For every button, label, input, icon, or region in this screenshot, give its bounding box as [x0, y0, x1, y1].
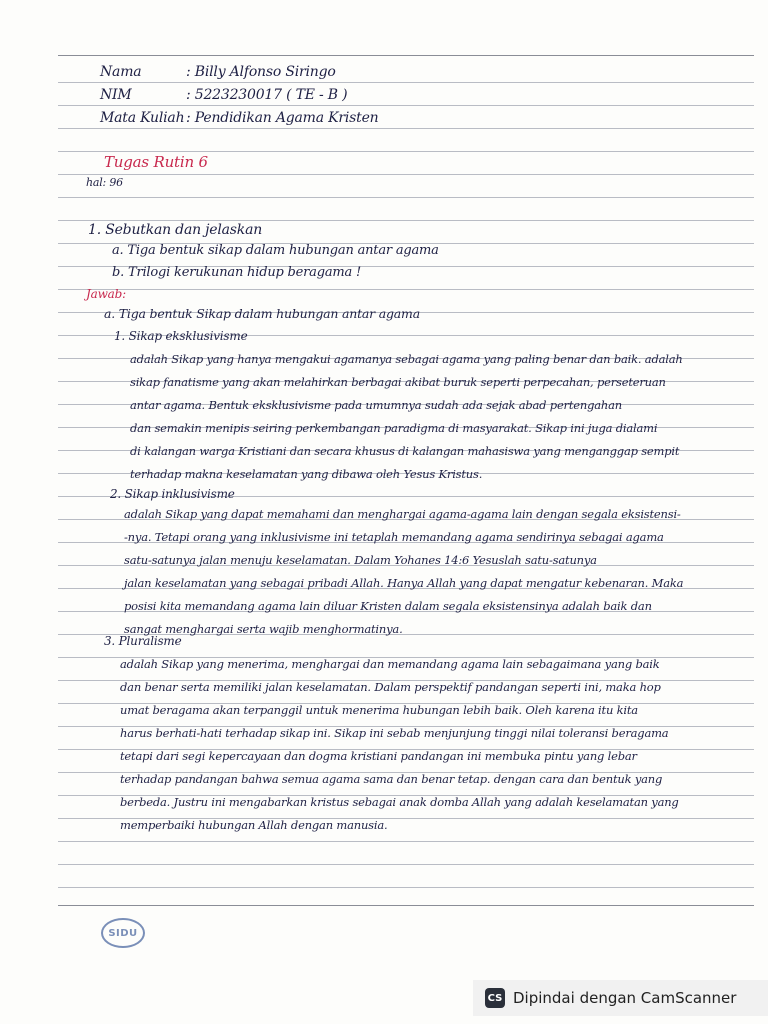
ruled-line — [58, 220, 754, 221]
ruled-line — [58, 864, 754, 865]
section-1-line: terhadap makna keselamatan yang dibawa oleh Yesus Kristus. — [130, 467, 483, 481]
notebook-brand-logo: SIDU — [101, 918, 145, 948]
page-reference: hal: 96 — [86, 176, 123, 189]
section-1-title: 1. Sikap eksklusivisme — [114, 329, 248, 343]
ruled-line — [58, 905, 754, 906]
camscanner-icon: CS — [485, 988, 505, 1008]
section-1-line: sikap fanatisme yang akan melahirkan berbagai akibat buruk seperti perpecahan, perseteruan — [130, 375, 666, 389]
section-1-line: di kalangan warga Kristiani dan secara khusus di kalangan mahasiswa yang menganggap sempit — [130, 444, 680, 458]
nim-label: NIM — [100, 87, 132, 103]
section-2-title: 2. Sikap inklusivisme — [110, 487, 235, 501]
ruled-line — [58, 128, 754, 129]
ruled-line — [58, 841, 754, 842]
ruled-line — [58, 197, 754, 198]
nama-label: Nama — [100, 64, 142, 80]
question-heading: 1. Sebutkan dan jelaskan — [88, 222, 263, 238]
answer-a-heading: a. Tiga bentuk Sikap dalam hubungan antar agama — [104, 306, 420, 321]
section-3-line: berbeda. Justru ini mengabarkan kristus sebagai anak domba Allah yang adalah keselamatan yang — [120, 795, 679, 809]
section-2-line: -nya. Tetapi orang yang inklusivisme ini tetaplah memandang agama sendirinya sebagai agama — [124, 530, 664, 544]
ruled-line — [58, 82, 754, 83]
section-3-line: memperbaiki hubungan Allah dengan manusia. — [120, 818, 388, 832]
section-1-line: dan semakin menipis seiring perkembangan paradigma di masyarakat. Sikap ini juga dialami — [130, 421, 658, 435]
section-3-line: terhadap pandangan bahwa semua agama sama dan benar tetap. dengan cara dan bentuk yang — [120, 772, 663, 786]
ruled-line — [58, 55, 754, 56]
ruled-line — [58, 105, 754, 106]
ruled-line — [58, 151, 754, 152]
matkul-value: : Pendidikan Agama Kristen — [186, 110, 379, 126]
nim-value: : 5223230017 ( TE - B ) — [186, 87, 348, 103]
section-3-line: dan benar serta memiliki jalan keselamatan. Dalam perspektif pandangan seperti ini, maka hop — [120, 680, 661, 694]
section-2-line: jalan keselamatan yang sebagai pribadi Allah. Hanya Allah yang dapat mengatur kebenaran. Maka — [124, 576, 684, 590]
section-2-line: sangat menghargai serta wajib menghormatinya. — [124, 622, 403, 636]
camscanner-watermark — [473, 980, 768, 1016]
camscanner-text: Dipindai dengan CamScanner — [513, 989, 737, 1007]
section-1-line: antar agama. Bentuk eksklusivisme pada umumnya sudah ada sejak abad pertengahan — [130, 398, 622, 412]
section-2-line: posisi kita memandang agama lain diluar Kristen dalam segala eksistensinya adalah baik dan — [124, 599, 652, 613]
ruled-line — [58, 289, 754, 290]
ruled-line — [58, 174, 754, 175]
section-2-line: adalah Sikap yang dapat memahami dan menghargai agama-agama lain dengan segala eksistensi- — [124, 507, 681, 521]
section-3-line: tetapi dari segi kepercayaan dan dogma kristiani pandangan ini membuka pintu yang lebar — [120, 749, 637, 763]
question-item-a: a. Tiga bentuk sikap dalam hubungan antar agama — [112, 243, 439, 258]
question-item-b: b. Trilogi kerukunan hidup beragama ! — [112, 265, 362, 280]
jawab-label: Jawab: — [86, 287, 126, 301]
matkul-label: Mata Kuliah — [100, 110, 185, 126]
tugas-title: Tugas Rutin 6 — [104, 153, 208, 171]
section-1-line: adalah Sikap yang hanya mengakui agamanya sebagai agama yang paling benar dan baik. adalah — [130, 352, 683, 366]
section-3-title: 3. Pluralisme — [104, 634, 182, 648]
ruled-line — [58, 887, 754, 888]
section-3-line: umat beragama akan terpanggil untuk menerima hubungan lebih baik. Oleh karena itu kita — [120, 703, 638, 717]
nama-value: : Billy Alfonso Siringo — [186, 64, 336, 80]
section-2-line: satu-satunya jalan menuju keselamatan. Dalam Yohanes 14:6 Yesuslah satu-satunya — [124, 553, 597, 567]
section-3-line: adalah Sikap yang menerima, menghargai dan memandang agama lain sebagaimana yang baik — [120, 657, 660, 671]
section-3-line: harus berhati-hati terhadap sikap ini. Sikap ini sebab menjunjung tinggi nilai toleransi beragama — [120, 726, 669, 740]
